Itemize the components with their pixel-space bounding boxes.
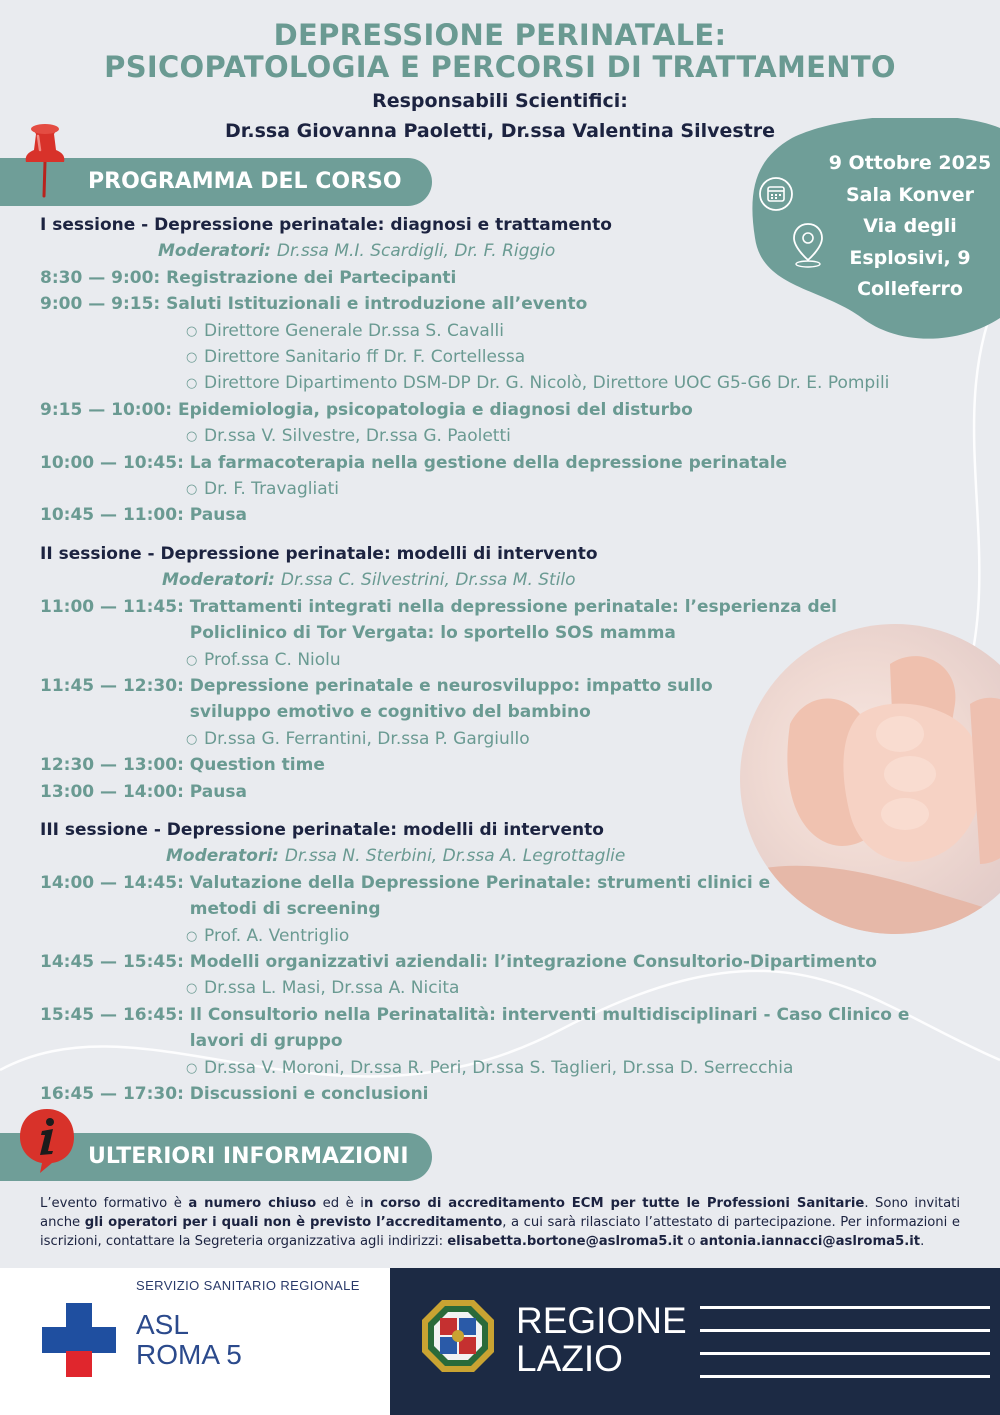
slot-title-continued: metodi di screening xyxy=(189,899,381,920)
schedule-slot xyxy=(40,755,325,775)
event-venue: Sala Konver xyxy=(845,183,975,206)
info-text-6: . xyxy=(920,1234,925,1249)
slot-time: 13:00 — 14:00: xyxy=(40,781,184,802)
schedule-slot xyxy=(40,1005,909,1025)
medical-cross-icon xyxy=(42,1303,116,1377)
session-title: III sessione - Depressione perinatale: modelli di intervento xyxy=(40,820,604,840)
slot-title: Trattamenti integrati nella depressione perinatale: l’esperienza del xyxy=(189,596,838,617)
pushpin-icon xyxy=(18,120,78,200)
schedule-slot xyxy=(40,1084,429,1104)
speaker-item: ○ Dr.ssa V. Moroni, Dr.ssa R. Peri, Dr.ssa S. Taglieri, Dr.ssa D. Serrecchia xyxy=(186,1058,793,1079)
responsabili-label: Responsabili Scientifici: xyxy=(372,90,628,112)
schedule-slot xyxy=(40,505,247,525)
info-text-1: L’evento formativo è xyxy=(40,1196,189,1211)
info-text-2: ed è i xyxy=(316,1196,364,1211)
baby-hands-illustration xyxy=(740,624,1000,934)
slot-title: Saluti Istituzionali e introduzione all’evento xyxy=(166,294,588,315)
session-title: I sessione - Depressione perinatale: diagnosi e trattamento xyxy=(40,215,612,235)
slot-time: 8:30 — 9:00: xyxy=(40,267,161,288)
info-text-ecm: n corso di accreditamento ECM per tutte le Professioni Sanitarie xyxy=(363,1196,865,1211)
info-text-3: . Sono invitati anche xyxy=(40,1196,960,1230)
schedule-slot xyxy=(40,400,693,420)
slot-title-continued: Policlinico di Tor Vergata: lo sportello SOS mamma xyxy=(189,623,676,644)
schedule-slot xyxy=(40,268,456,288)
session-moderators xyxy=(158,241,555,261)
speaker-item: ○ Direttore Sanitario ff Dr. F. Cortellessa xyxy=(186,347,525,368)
calendar-icon xyxy=(758,176,794,212)
moderators-colon: : xyxy=(264,241,277,262)
slot-time: 14:45 — 15:45: xyxy=(40,952,184,972)
asl-logo-line-1: ASL xyxy=(136,1309,189,1340)
slot-time: 15:45 — 16:45: xyxy=(40,1004,184,1025)
event-city: Colleferro xyxy=(857,278,963,300)
info-text-closed-number: a numero chiuso xyxy=(188,1196,317,1211)
slot-title: Discussioni e conclusioni xyxy=(189,1084,429,1104)
ssr-label: SERVIZIO SANITARIO REGIONALE xyxy=(136,1278,360,1293)
speaker-item: ○ Dr. F. Travagliati xyxy=(186,479,339,500)
info-bubble-icon xyxy=(16,1105,78,1175)
event-details xyxy=(820,148,1000,306)
moderators-names: Dr.ssa N. Sterbini, Dr.ssa A. Legrottaglie xyxy=(284,846,626,867)
regione-logo-line-2: LAZIO xyxy=(516,1338,623,1379)
session-title: II sessione - Depressione perinatale: modelli di intervento xyxy=(40,544,598,564)
speaker-item: ○ Prof. A. Ventriglio xyxy=(186,926,349,947)
moderators-colon: : xyxy=(272,846,285,867)
schedule-slot xyxy=(40,294,587,314)
email-link-iannacci[interactable]: antonia.iannacci@aslroma5.it xyxy=(699,1234,921,1249)
regione-emblem-icon xyxy=(420,1298,496,1374)
slot-time: 10:45 — 11:00: xyxy=(40,505,184,526)
event-date: 9 Ottobre 2025 xyxy=(828,152,992,174)
title-line-2: PSICOPATOLOGIA E PERCORSI DI TRATTAMENTO xyxy=(104,50,896,84)
info-heading: ULTERIORI INFORMAZIONI xyxy=(0,1133,432,1181)
moderators-colon: : xyxy=(268,570,281,591)
slot-title: Epidemiologia, psicopatologia e diagnosi del disturbo xyxy=(177,399,693,420)
slot-title: Il Consultorio nella Perinatalità: interventi multidisciplinari - Caso Clinico e xyxy=(189,1004,910,1025)
title-line-1: DEPRESSIONE PERINATALE: xyxy=(273,18,727,52)
slot-title-continued: sviluppo emotivo e cognitivo del bambino xyxy=(189,702,591,723)
slot-time: 9:15 — 10:00: xyxy=(40,399,173,420)
regione-logo-line-1: REGIONE xyxy=(516,1300,687,1341)
slot-time: 9:00 — 9:15: xyxy=(40,294,161,315)
speaker-item: ○ Dr.ssa L. Masi, Dr.ssa A. Nicita xyxy=(186,978,459,999)
moderators-label: Moderatori xyxy=(166,846,273,867)
session-moderators xyxy=(162,570,576,590)
asl-logo-line-2: ROMA 5 xyxy=(136,1339,242,1370)
speaker-item: ○ Dr.ssa G. Ferrantini, Dr.ssa P. Gargiullo xyxy=(186,729,530,750)
speaker-item: ○ Dr.ssa V. Silvestre, Dr.ssa G. Paoletti xyxy=(186,426,511,447)
info-text-4: , a cui sarà rilasciato l’attestato di partecipazione. Per informazioni e iscrizioni, contattare la Segreteria organizzativa agli indirizzi: xyxy=(40,1215,960,1249)
moderators-names: Dr.ssa C. Silvestrini, Dr.ssa M. Stilo xyxy=(280,570,576,591)
slot-time: 14:00 — 14:45: xyxy=(40,872,184,893)
slot-time: 11:45 — 12:30: xyxy=(40,676,184,696)
slot-title-continued: lavori di gruppo xyxy=(189,1031,343,1052)
slot-title: Question time xyxy=(189,755,325,776)
email-link-bortone[interactable]: elisabetta.bortone@aslroma5.it xyxy=(447,1234,684,1249)
session-moderators xyxy=(166,846,625,866)
schedule-slot xyxy=(40,453,787,473)
moderators-label: Moderatori xyxy=(158,241,265,262)
slot-time: 11:00 — 11:45: xyxy=(40,596,184,617)
slot-title: Modelli organizzativi aziendali: l’integrazione Consultorio-Dipartimento xyxy=(189,952,877,972)
regione-stripes xyxy=(700,1304,990,1380)
slot-title: Registrazione dei Partecipanti xyxy=(166,267,457,288)
speaker-item: ○ Direttore Generale Dr.ssa S. Cavalli xyxy=(186,321,504,342)
moderators-label: Moderatori xyxy=(162,570,269,591)
slot-title: Depressione perinatale e neurosviluppo: impatto sullo xyxy=(189,676,713,696)
schedule-slot xyxy=(40,873,770,893)
event-address-2: Esplosivi, 9 xyxy=(849,246,971,269)
event-address-1: Via degli xyxy=(863,215,957,237)
schedule-slot xyxy=(40,952,877,972)
slot-time: 16:45 — 17:30: xyxy=(40,1084,184,1104)
slot-title: Pausa xyxy=(189,505,247,526)
slot-title: La farmacoterapia nella gestione della depressione perinatale xyxy=(189,452,788,473)
slot-title: Valutazione della Depressione Perinatale: strumenti clinici e xyxy=(189,872,771,893)
moderators-names: Dr.ssa M.I. Scardigli, Dr. F. Riggio xyxy=(276,241,556,262)
info-text-5: o xyxy=(683,1234,700,1249)
slot-title: Pausa xyxy=(189,781,247,802)
baby-hands-photo xyxy=(740,624,1000,934)
info-paragraph xyxy=(40,1194,960,1251)
program-heading: PROGRAMMA DEL CORSO xyxy=(0,158,432,206)
speaker-item: ○ Prof.ssa C. Niolu xyxy=(186,650,341,671)
speaker-item: ○ Direttore Dipartimento DSM-DP Dr. G. Nicolò, Direttore UOC G5-G6 Dr. E. Pompili xyxy=(186,373,889,394)
info-text-operators: gli operatori per i quali non è previsto l’accreditamento xyxy=(84,1215,503,1230)
slot-time: 12:30 — 13:00: xyxy=(40,755,184,776)
responsabili-names: Dr.ssa Giovanna Paoletti, Dr.ssa Valentina Silvestre xyxy=(224,120,776,142)
slot-time: 10:00 — 10:45: xyxy=(40,452,184,473)
schedule-slot xyxy=(40,782,247,802)
schedule-slot xyxy=(40,676,713,696)
schedule-slot xyxy=(40,597,837,617)
